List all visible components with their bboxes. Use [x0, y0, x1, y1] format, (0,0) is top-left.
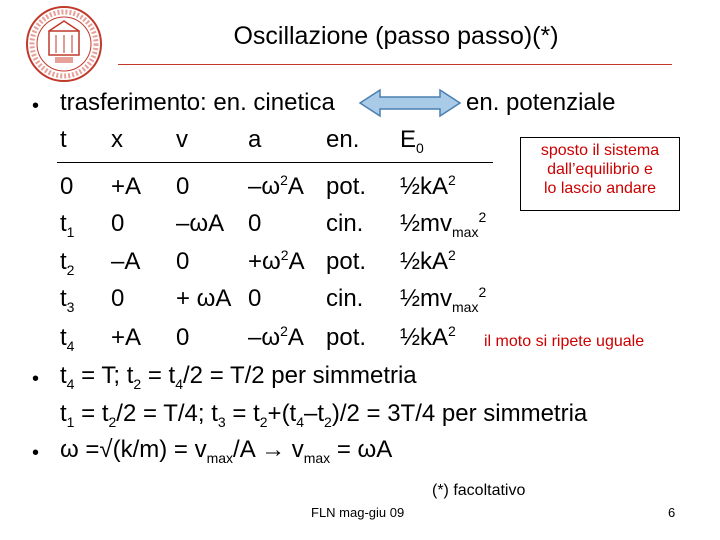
cell-t: $t_1$ [60, 210, 75, 240]
cell-x: 0 [111, 285, 125, 312]
callout-line: lo lascio andare [543, 180, 657, 197]
cell-en: cin. [326, 210, 364, 237]
header-t: t [60, 126, 67, 153]
footnote: (*) facoltativo [432, 482, 526, 499]
transfer-right-text: en. potenziale [466, 89, 616, 116]
cell-en: pot. [326, 173, 367, 200]
header-x: x [111, 126, 123, 153]
bullet-3: • [32, 442, 40, 464]
cell-en: pot. [326, 248, 367, 275]
cell-energy: $\frac{1}{2}kA^2$ [400, 323, 456, 351]
cell-v: 0 [176, 324, 190, 351]
double-arrow-icon [358, 88, 462, 118]
cell-energy: $\frac{1}{2}kA^2$ [400, 172, 456, 200]
page-number: 6 [668, 505, 676, 520]
cell-a: $+\omega^2A$ [248, 247, 305, 275]
bullet-1: • [32, 95, 40, 117]
callout-box [520, 137, 680, 211]
title-divider [118, 64, 672, 65]
cell-t: $t_2$ [60, 248, 75, 278]
repeat-note: il moto si ripete uguale [484, 333, 645, 350]
cell-x: +A [111, 173, 142, 200]
cell-a: 0 [248, 285, 262, 312]
header-a: a [248, 126, 262, 153]
cell-t: 0 [60, 173, 74, 200]
cell-v: –ωA [176, 210, 225, 237]
period-equation-2: $t_1 = t_2/2 = T/4$; $t_3 = t_2+(t_4-t_2)/2 = 3T/4$ per simmetria [60, 400, 588, 430]
cell-t: $t_4$ [60, 324, 75, 354]
callout-line: dall’equilibrio e [547, 161, 653, 178]
footer-course: FLN mag-giu 09 [311, 505, 405, 520]
cell-energy: $\frac{1}{2}kA^2$ [400, 247, 456, 275]
cell-x: 0 [111, 210, 125, 237]
cell-energy: $\frac{1}{2}mv_{max}^2$ [400, 284, 487, 315]
cell-t: $t_3$ [60, 285, 75, 315]
header-energy: $E_0$ [400, 126, 424, 156]
cell-en: cin. [326, 285, 364, 312]
header-v: v [176, 126, 188, 153]
cell-a: $-\omega^2A$ [248, 323, 304, 351]
cell-v: 0 [176, 248, 190, 275]
header-en: en. [326, 126, 360, 153]
cell-x: –A [111, 248, 141, 275]
header-divider [57, 162, 493, 163]
slide-title: Oscillazione (passo passo)(*) [233, 22, 559, 50]
cell-v: 0 [176, 173, 190, 200]
cell-a: $-\omega^2A$ [248, 172, 304, 200]
cell-energy: $\frac{1}{2}mv_{max}^2$ [400, 209, 487, 240]
bullet-2: • [32, 368, 40, 390]
period-equation-1: $t_4 = T$; $t_2 = t_4/2 = T/2$ per simmetria [60, 362, 417, 392]
cell-a: 0 [248, 210, 262, 237]
omega-equation: $\omega =√(k/m) = v_{max}/A \to v_{max} = \omega A$ [60, 436, 393, 466]
transfer-left-text: trasferimento: en. cinetica [60, 89, 335, 116]
callout-line: sposto il sistema [540, 142, 660, 159]
cell-en: pot. [326, 324, 367, 351]
cell-x: +A [111, 324, 142, 351]
cell-v: + ωA [176, 285, 232, 312]
